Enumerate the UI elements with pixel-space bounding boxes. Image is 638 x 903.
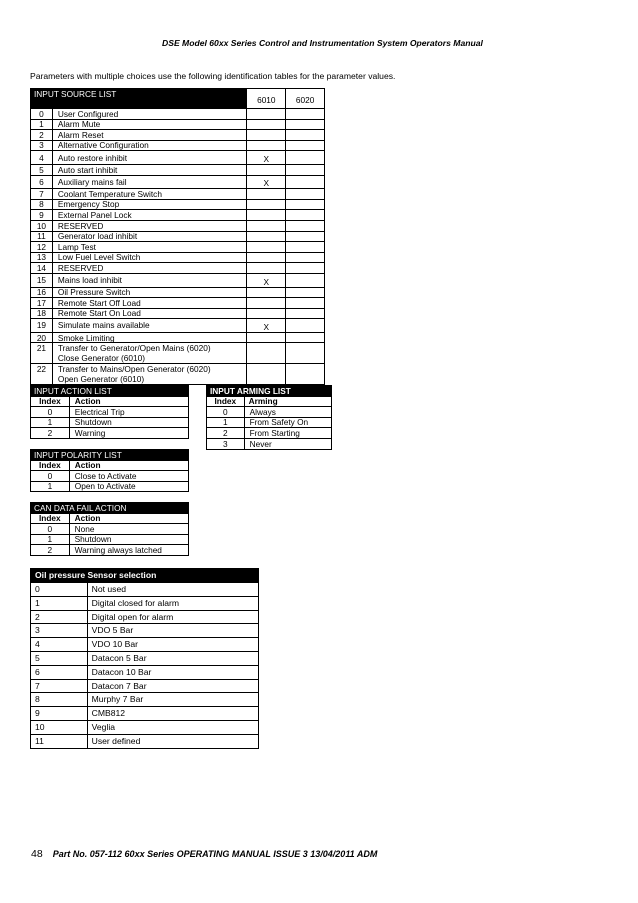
row-value: Shutdown — [69, 534, 188, 545]
row-label: Low Fuel Level Switch — [52, 252, 247, 263]
table-row — [31, 130, 325, 141]
mark-6020 — [286, 130, 325, 141]
row-label — [52, 364, 247, 385]
mark-6020 — [286, 140, 325, 151]
table-row — [31, 734, 259, 748]
row-index: 4 — [31, 638, 88, 652]
table-row — [31, 524, 189, 535]
table-row — [31, 596, 259, 610]
row-value: Digital closed for alarm — [87, 596, 258, 610]
row-index: 3 — [31, 140, 53, 151]
row-index: 20 — [31, 332, 53, 343]
row-label: Remote Start Off Load — [52, 298, 247, 309]
mark-6020 — [286, 308, 325, 319]
table-row — [31, 298, 325, 309]
row-label-line: Transfer to Generator/Open Mains (6020) — [57, 343, 211, 354]
row-index: 18 — [31, 308, 53, 319]
row-value: Datacon 10 Bar — [87, 665, 258, 679]
table-row — [31, 679, 259, 693]
row-label: Emergency Stop — [52, 199, 247, 210]
row-label-line: Open Generator (6010) — [57, 374, 145, 385]
row-label: External Panel Lock — [52, 210, 247, 221]
row-value: Close to Activate — [69, 471, 188, 482]
mark-6020 — [286, 199, 325, 210]
table-row — [31, 332, 325, 343]
row-label: Auxiliary mains fail — [52, 175, 247, 189]
mark-6010 — [247, 252, 286, 263]
table-row — [31, 319, 325, 333]
row-label: Simulate mains available — [52, 319, 247, 333]
mark-6020 — [286, 119, 325, 130]
row-label: Smoke Limiting — [52, 332, 247, 343]
mark-6020 — [286, 332, 325, 343]
row-value: Warning — [69, 428, 188, 439]
row-value: VDO 5 Bar — [87, 624, 258, 638]
row-index: 6 — [31, 175, 53, 189]
row-index: 2 — [31, 545, 70, 556]
table-row — [31, 175, 325, 189]
row-label: Auto start inhibit — [52, 164, 247, 175]
mark-6010 — [247, 164, 286, 175]
table-row — [31, 199, 325, 210]
mark-6020 — [286, 287, 325, 298]
table-row — [31, 189, 325, 200]
col-action-header: Action — [69, 460, 188, 471]
row-index: 19 — [31, 319, 53, 333]
row-value: Not used — [87, 583, 258, 597]
mark-6010 — [247, 210, 286, 221]
table-row — [31, 140, 325, 151]
can-fail-title: CAN DATA FAIL ACTION — [31, 503, 189, 514]
mark-6020 — [286, 151, 325, 165]
row-index: 10 — [31, 720, 88, 734]
row-index: 12 — [31, 242, 53, 253]
row-value: From Safety On — [244, 417, 331, 428]
row-value: Shutdown — [69, 417, 188, 428]
row-label: Alarm Mute — [52, 119, 247, 130]
input-source-title: INPUT SOURCE LIST — [31, 89, 247, 109]
row-index: 0 — [31, 471, 70, 482]
row-label-line: Close Generator (6010) — [57, 353, 146, 364]
mark-6020 — [286, 273, 325, 287]
table-row — [31, 109, 325, 120]
mark-6010 — [247, 308, 286, 319]
mark-6010 — [247, 231, 286, 242]
table-row — [31, 308, 325, 319]
row-index: 2 — [207, 428, 245, 439]
row-index: 0 — [31, 583, 88, 597]
table-row — [31, 252, 325, 263]
row-value: Always — [244, 407, 331, 418]
mark-6010: X — [247, 319, 286, 333]
row-index: 5 — [31, 651, 88, 665]
table-row — [31, 407, 189, 418]
table-row — [31, 119, 325, 130]
mark-6020 — [286, 252, 325, 263]
mark-6010: X — [247, 175, 286, 189]
oil-sensor-table — [30, 568, 259, 749]
row-index: 0 — [207, 407, 245, 418]
row-index: 1 — [31, 534, 70, 545]
mark-6010 — [247, 220, 286, 231]
row-label: Oil Pressure Switch — [52, 287, 247, 298]
table-row — [31, 534, 189, 545]
row-label: RESERVED — [52, 263, 247, 274]
mark-6010 — [247, 199, 286, 210]
row-index: 14 — [31, 263, 53, 274]
table-row — [31, 610, 259, 624]
table-row — [31, 164, 325, 175]
row-index: 7 — [31, 679, 88, 693]
mark-6020 — [286, 175, 325, 189]
input-arming-title: INPUT ARMING LIST — [207, 386, 332, 397]
col-action-header: Action — [69, 513, 188, 524]
row-label: Mains load inhibit — [52, 273, 247, 287]
mark-6020 — [286, 343, 325, 364]
col-6020-header: 6020 — [286, 89, 325, 109]
row-index: 8 — [31, 693, 88, 707]
table-row — [31, 242, 325, 253]
row-index: 0 — [31, 109, 53, 120]
row-value: Open to Activate — [69, 481, 188, 492]
row-value: Warning always latched — [69, 545, 188, 556]
mark-6010 — [247, 140, 286, 151]
table-row — [31, 428, 189, 439]
table-row — [207, 438, 332, 449]
input-action-title: INPUT ACTION LIST — [31, 386, 189, 397]
row-value: User defined — [87, 734, 258, 748]
row-index: 1 — [31, 417, 70, 428]
mark-6010 — [247, 189, 286, 200]
row-label: Lamp Test — [52, 242, 247, 253]
mark-6020 — [286, 220, 325, 231]
row-label-line: Transfer to Mains/Open Generator (6020) — [57, 364, 211, 375]
mark-6010 — [247, 119, 286, 130]
table-row — [31, 665, 259, 679]
col-index-header: Index — [31, 460, 70, 471]
row-value: VDO 10 Bar — [87, 638, 258, 652]
row-index: 4 — [31, 151, 53, 165]
table-row — [31, 707, 259, 721]
mark-6010 — [247, 343, 286, 364]
row-index: 9 — [31, 210, 53, 221]
table-row — [31, 471, 189, 482]
mark-6020 — [286, 189, 325, 200]
mark-6010 — [247, 298, 286, 309]
table-row — [31, 220, 325, 231]
row-index: 11 — [31, 231, 53, 242]
table-row — [31, 481, 189, 492]
row-value: Digital open for alarm — [87, 610, 258, 624]
mark-6020 — [286, 319, 325, 333]
mark-6020 — [286, 298, 325, 309]
can-fail-table — [30, 502, 189, 556]
row-value: Murphy 7 Bar — [87, 693, 258, 707]
mark-6010 — [247, 332, 286, 343]
intro-text: Parameters with multiple choices use the following identification tables for the parameter values. — [30, 71, 396, 81]
table-row — [31, 545, 189, 556]
row-index: 10 — [31, 220, 53, 231]
input-source-table — [30, 88, 325, 385]
row-index: 2 — [31, 428, 70, 439]
row-label: Alternative Configuration — [52, 140, 247, 151]
table-row — [207, 407, 332, 418]
row-value: From Starting — [244, 428, 331, 439]
page-number: 48 — [31, 848, 43, 860]
col-index-header: Index — [207, 396, 245, 407]
row-value: Electrical Trip — [69, 407, 188, 418]
row-index: 11 — [31, 734, 88, 748]
table-row — [31, 417, 189, 428]
mark-6010 — [247, 263, 286, 274]
row-index: 16 — [31, 287, 53, 298]
col-action-header: Action — [69, 396, 188, 407]
footer-text: Part No. 057-112 60xx Series OPERATING MANUAL ISSUE 3 13/04/2011 ADM — [52, 849, 378, 859]
mark-6020 — [286, 109, 325, 120]
row-value: Veglia — [87, 720, 258, 734]
table-row — [31, 287, 325, 298]
row-index: 7 — [31, 189, 53, 200]
row-index: 5 — [31, 164, 53, 175]
input-polarity-title: INPUT POLARITY LIST — [31, 450, 189, 461]
table-row — [31, 693, 259, 707]
row-value: Datacon 5 Bar — [87, 651, 258, 665]
mark-6020 — [286, 231, 325, 242]
row-index: 8 — [31, 199, 53, 210]
mark-6020 — [286, 263, 325, 274]
row-value: None — [69, 524, 188, 535]
row-label: User Configured — [52, 109, 247, 120]
mark-6020 — [286, 210, 325, 221]
mark-6010 — [247, 364, 286, 385]
row-index: 21 — [31, 343, 53, 364]
row-index: 1 — [31, 481, 70, 492]
mark-6020 — [286, 242, 325, 253]
table-row — [31, 624, 259, 638]
page-footer — [31, 848, 377, 860]
row-label — [52, 343, 247, 364]
col-6010-header: 6010 — [247, 89, 286, 109]
row-index: 13 — [31, 252, 53, 263]
col-index-header: Index — [31, 513, 70, 524]
table-row — [31, 273, 325, 287]
table-row — [31, 364, 325, 385]
row-index: 1 — [31, 596, 88, 610]
input-polarity-table — [30, 449, 189, 492]
row-label: Coolant Temperature Switch — [52, 189, 247, 200]
row-index: 1 — [207, 417, 245, 428]
table-row — [31, 343, 325, 364]
input-arming-table — [206, 385, 332, 450]
table-row — [31, 638, 259, 652]
mark-6020 — [286, 164, 325, 175]
row-index: 22 — [31, 364, 53, 385]
row-label: Generator load inhibit — [52, 231, 247, 242]
row-index: 2 — [31, 610, 88, 624]
table-row — [31, 210, 325, 221]
col-arming-header: Arming — [244, 396, 331, 407]
table-row — [31, 263, 325, 274]
mark-6020 — [286, 364, 325, 385]
row-index: 3 — [207, 438, 245, 449]
row-label: RESERVED — [52, 220, 247, 231]
mark-6010 — [247, 287, 286, 298]
table-row — [31, 651, 259, 665]
mark-6010: X — [247, 151, 286, 165]
row-label: Auto restore inhibit — [52, 151, 247, 165]
mark-6010 — [247, 130, 286, 141]
mark-6010: X — [247, 273, 286, 287]
table-row — [31, 231, 325, 242]
row-index: 6 — [31, 665, 88, 679]
mark-6010 — [247, 109, 286, 120]
row-value: Datacon 7 Bar — [87, 679, 258, 693]
input-action-table — [30, 385, 189, 439]
oil-sensor-title: Oil pressure Sensor selection — [31, 569, 259, 583]
row-index: 9 — [31, 707, 88, 721]
row-value: CMB812 — [87, 707, 258, 721]
table-row — [31, 583, 259, 597]
row-index: 17 — [31, 298, 53, 309]
row-index: 0 — [31, 524, 70, 535]
row-index: 1 — [31, 119, 53, 130]
row-label: Alarm Reset — [52, 130, 247, 141]
table-row — [31, 151, 325, 165]
col-index-header: Index — [31, 396, 70, 407]
row-index: 0 — [31, 407, 70, 418]
table-row — [31, 720, 259, 734]
mark-6010 — [247, 242, 286, 253]
row-index: 3 — [31, 624, 88, 638]
row-index: 15 — [31, 273, 53, 287]
row-value: Never — [244, 438, 331, 449]
row-index: 2 — [31, 130, 53, 141]
table-row — [207, 417, 332, 428]
table-row — [207, 428, 332, 439]
row-label: Remote Start On Load — [52, 308, 247, 319]
